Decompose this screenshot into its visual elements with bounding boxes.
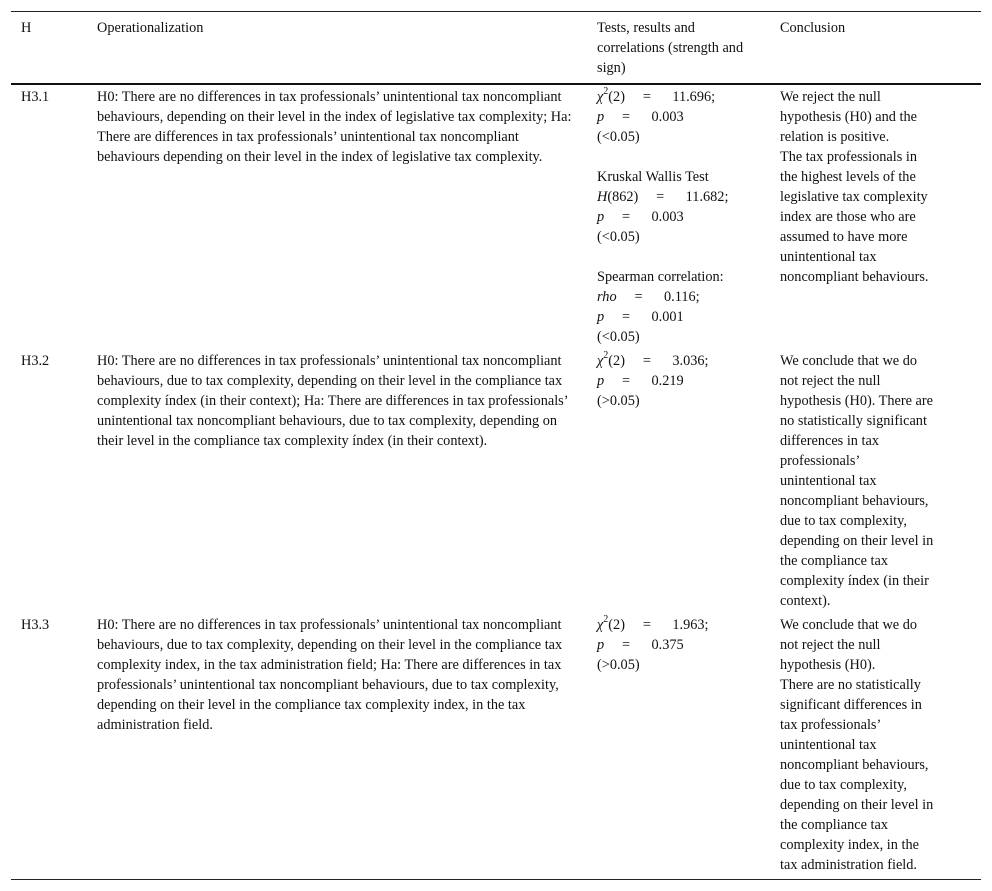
p-value-result (597, 371, 760, 391)
table-row (11, 349, 981, 613)
conclusion-line: depending on their level in (780, 797, 934, 813)
header-h: H (11, 12, 87, 84)
conclusion-line: unintentional tax (780, 249, 877, 265)
conclusion-line: no statistically significant (780, 413, 927, 429)
row-operationalization: H0: There are no differences in tax professionals’ unintentional tax noncompliant behaviours, due to tax complexity, depending on their level in the compliance tax complexity index, in the tax administration field; Ha: There are differences in tax professionals’ unintentional tax noncompliant behaviours, due to tax complexity, depending on their level in the compliance tax complexity index, in the tax administration field. (97, 617, 563, 733)
chi-superscript: 2 (603, 350, 609, 362)
header-tests-line: sign) (597, 60, 626, 76)
conclusion-line: the compliance tax (780, 817, 888, 833)
row-tests (587, 349, 770, 613)
conclusion-line: depending on their level in (780, 533, 934, 549)
conclusion-line: index are those who are (780, 209, 916, 225)
row-conclusion (770, 349, 981, 613)
p-symbol: p (597, 637, 605, 653)
conclusion-line: We conclude that we do (780, 617, 917, 633)
row-hypothesis-id: H3.2 (21, 353, 50, 369)
chi-superscript: 2 (603, 614, 609, 626)
conclusion-line: due to tax complexity, (780, 777, 907, 793)
spearman-title: Spearman correlation: (597, 269, 724, 285)
row-tests (587, 84, 770, 349)
p-value-result (597, 207, 760, 227)
rho-symbol: rho (597, 289, 617, 305)
h-value: (862) = 11.682; (607, 189, 729, 205)
p-symbol: p (597, 309, 605, 325)
row-operationalization: H0: There are no differences in tax professionals’ unintentional tax noncompliant behaviours, depending on their level in the index of legislative tax complexity; Ha: There are differences in tax professionals’ unintentional tax noncompliant behaviours depending on their level in the index of legislative tax complexity. (97, 89, 572, 165)
chi-value: (2) = 1.963; (608, 617, 709, 633)
p-value: = 0.003 (604, 109, 684, 125)
conclusion-line: complexity index, in the (780, 837, 919, 853)
conclusion-line: not reject the null (780, 373, 881, 389)
conclusion-line: We conclude that we do (780, 353, 917, 369)
conclusion-line: professionals’ (780, 453, 861, 469)
conclusion-line: assumed to have more (780, 229, 908, 245)
p-value-result (597, 635, 760, 655)
row-hypothesis-id: H3.3 (21, 617, 50, 633)
p-value: = 0.219 (604, 373, 684, 389)
p-value-result (597, 307, 760, 327)
chi-symbol: χ (597, 89, 604, 105)
row-conclusion (770, 613, 981, 875)
row-operationalization: H0: There are no differences in tax professionals’ unintentional tax noncompliant behaviours, due to tax complexity, depending on their level in the compliance tax complexity índex (in their context); Ha: There are differences in tax professionals’ unintentional tax noncompliant behaviours, due to tax complexity, depending on their level in the compliance tax complexity índex (in their context). (97, 353, 568, 449)
conclusion-line: noncompliant behaviours, (780, 493, 929, 509)
row-tests (587, 613, 770, 875)
p-condition: (<0.05) (597, 229, 640, 245)
table-row (11, 613, 981, 875)
chi-value: (2) = 11.696; (608, 89, 716, 105)
conclusion-line: relation is positive. (780, 129, 890, 145)
chi-square-result (597, 87, 760, 107)
row-hypothesis-id: H3.1 (21, 89, 50, 105)
h-statistic-result (597, 187, 760, 207)
header-operationalization: Operationalization (87, 12, 587, 84)
results-table (11, 12, 981, 875)
header-conclusion: Conclusion (770, 12, 981, 84)
conclusion-line: legislative tax complexity (780, 189, 928, 205)
conclusion-line: tax professionals’ (780, 717, 882, 733)
row-conclusion (770, 84, 981, 349)
h-symbol: H (597, 189, 608, 205)
conclusion-line: tax administration field. (780, 857, 917, 873)
header-tests-line: correlations (strength and (597, 40, 744, 56)
conclusion-line: noncompliant behaviours, (780, 757, 929, 773)
chi-square-result (597, 615, 760, 635)
header-tests-line: Tests, results and (597, 20, 695, 36)
conclusion-line: complexity índex (in their (780, 573, 929, 589)
p-symbol: p (597, 109, 605, 125)
conclusion-line: hypothesis (H0) and the (780, 109, 917, 125)
p-value-result (597, 107, 760, 127)
rho-value: = 0.116; (616, 289, 700, 305)
conclusion-line: The tax professionals in (780, 149, 917, 165)
hypotheses-table (11, 11, 981, 880)
conclusion-line: significant differences in (780, 697, 922, 713)
p-symbol: p (597, 209, 605, 225)
conclusion-line: the compliance tax (780, 553, 888, 569)
conclusion-line: hypothesis (H0). There are (780, 393, 933, 409)
chi-superscript: 2 (603, 86, 609, 98)
p-value: = 0.003 (604, 209, 684, 225)
p-value: = 0.375 (604, 637, 684, 653)
conclusion-line: We reject the null (780, 89, 881, 105)
conclusion-line: unintentional tax (780, 473, 877, 489)
conclusion-line: differences in tax (780, 433, 879, 449)
kruskal-wallis-title: Kruskal Wallis Test (597, 169, 709, 185)
conclusion-line: There are no statistically (780, 677, 921, 693)
p-condition: (>0.05) (597, 393, 640, 409)
conclusion-line: hypothesis (H0). (780, 657, 876, 673)
p-symbol: p (597, 373, 605, 389)
chi-square-result (597, 351, 760, 371)
table-header-row (11, 12, 981, 84)
conclusion-line: unintentional tax (780, 737, 877, 753)
p-condition: (>0.05) (597, 657, 640, 673)
conclusion-line: context). (780, 593, 831, 609)
conclusion-line: due to tax complexity, (780, 513, 907, 529)
p-condition: (<0.05) (597, 129, 640, 145)
chi-symbol: χ (597, 353, 604, 369)
rho-result (597, 287, 760, 307)
table-row (11, 84, 981, 349)
header-tests (587, 12, 770, 84)
p-condition: (<0.05) (597, 329, 640, 345)
chi-symbol: χ (597, 617, 604, 633)
p-value: = 0.001 (604, 309, 684, 325)
conclusion-line: not reject the null (780, 637, 881, 653)
chi-value: (2) = 3.036; (608, 353, 709, 369)
conclusion-line: noncompliant behaviours. (780, 269, 929, 285)
conclusion-line: the highest levels of the (780, 169, 916, 185)
